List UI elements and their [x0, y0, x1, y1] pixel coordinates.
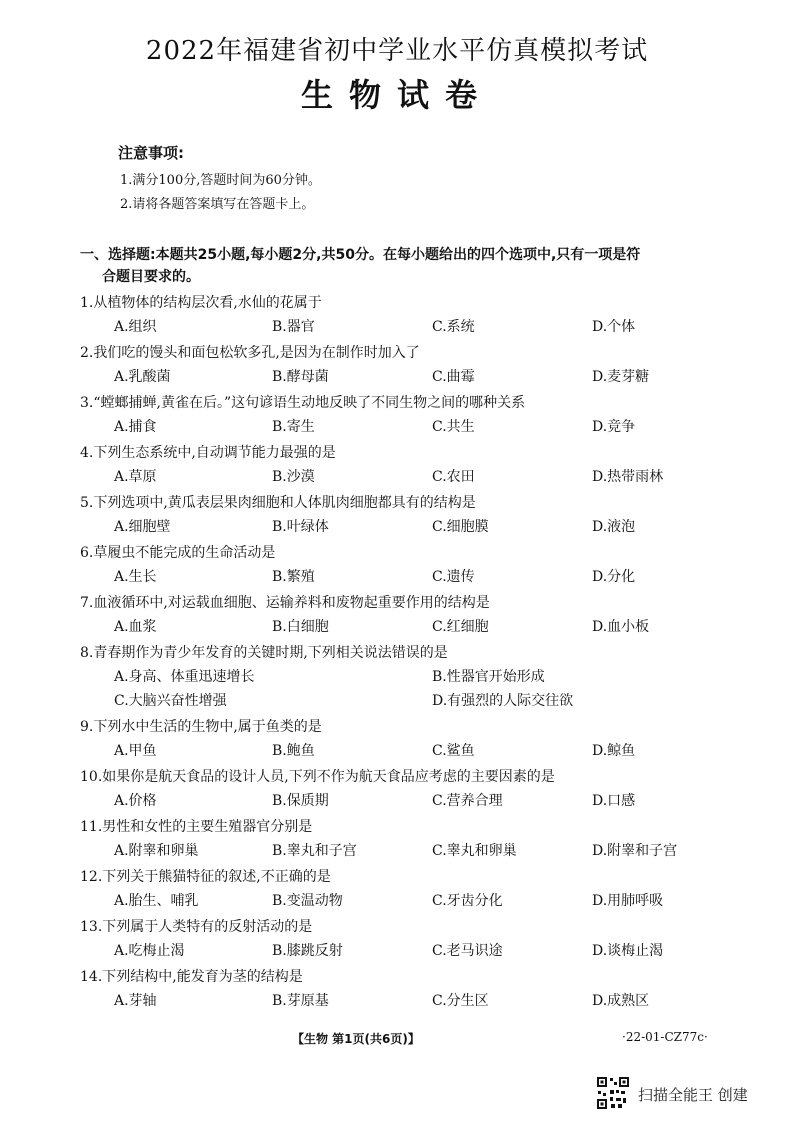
answer-option: A.价格 — [114, 793, 157, 809]
question-stem: 1.从植物体的结构层次看,水仙的花属于 — [80, 295, 322, 311]
question-stem: 7.血液循环中,对运载血细胞、运输养料和废物起重要作用的结构是 — [80, 595, 490, 611]
qr-code-icon — [596, 1076, 630, 1110]
answer-option: C.红细胞 — [432, 619, 489, 635]
question-stem: 3.“螳螂捕蝉,黄雀在后。”这句谚语生动地反映了不同生物之间的哪种关系 — [80, 395, 526, 411]
answer-option: B.睾丸和子宫 — [272, 843, 357, 859]
question-item — [80, 292, 770, 342]
answer-option: D.液泡 — [592, 519, 636, 535]
question-item — [80, 966, 770, 1016]
answer-option: C.鲨鱼 — [432, 743, 475, 759]
answer-option: A.草原 — [114, 469, 157, 485]
page-label: 【生物 第1页(共6页)】 — [292, 1032, 420, 1046]
notes-section — [118, 142, 718, 217]
question-stem: 14.下列结构中,能发育为茎的结构是 — [80, 969, 303, 985]
section-heading — [80, 244, 770, 288]
question-stem: 13.下列属于人类特有的反射活动的是 — [80, 919, 313, 935]
question-stem: 2.我们吃的馒头和面包松软多孔,是因为在制作时加入了 — [80, 345, 420, 361]
question-item — [80, 642, 770, 716]
answer-option: A.组织 — [114, 319, 157, 335]
answer-option: B.器官 — [272, 319, 315, 335]
question-item — [80, 342, 770, 392]
answer-option: A.附睾和卵巢 — [114, 843, 199, 859]
answer-option: C.共生 — [432, 419, 475, 435]
option-group — [114, 366, 734, 388]
notes-item: 2.请将各题答案填写在答题卡上。 — [120, 197, 315, 212]
question-stem: 6.草履虫不能完成的生命活动是 — [80, 545, 276, 561]
answer-option: B.芽原基 — [272, 993, 329, 1009]
answer-option: C.细胞膜 — [432, 519, 489, 535]
answer-option: D.附睾和子宫 — [592, 843, 678, 859]
question-stem: 9.下列水中生活的生物中,属于鱼类的是 — [80, 719, 322, 735]
option-group — [114, 840, 734, 862]
answer-option: B.繁殖 — [272, 569, 315, 585]
answer-option: A.甲鱼 — [114, 743, 157, 759]
answer-option: B.白细胞 — [272, 619, 329, 635]
answer-option: B.变温动物 — [272, 893, 343, 909]
answer-option: C.大脑兴奋性增强 — [114, 693, 227, 709]
answer-option: A.芽轴 — [114, 993, 157, 1009]
answer-option: D.竞争 — [592, 419, 636, 435]
answer-option: D.麦芽糖 — [592, 369, 650, 385]
question-stem: 4.下列生态系统中,自动调节能力最强的是 — [80, 445, 336, 461]
question-item — [80, 592, 770, 642]
answer-option: D.血小板 — [592, 619, 650, 635]
answer-option: C.营养合理 — [432, 793, 503, 809]
section-heading-line1: 一、选择题:本题共25小题,每小题2分,共50分。在每小题给出的四个选项中,只有一项是符 — [80, 247, 641, 263]
watermark-text: 扫描全能王 创建 — [638, 1086, 748, 1104]
question-stem: 11.男性和女性的主要生殖器官分别是 — [80, 819, 313, 835]
exam-title: 2022年福建省初中学业水平仿真模拟考试 — [145, 36, 649, 66]
question-item — [80, 442, 770, 492]
question-stem: 5.下列选项中,黄瓜表层果肉细胞和人体肌肉细胞都具有的结构是 — [80, 495, 476, 511]
question-stem: 8.青春期作为青少年发育的关键时期,下列相关说法错误的是 — [80, 645, 448, 661]
question-item — [80, 492, 770, 542]
question-list — [80, 292, 770, 1016]
answer-option: D.口感 — [592, 793, 636, 809]
answer-option: B.性器官开始形成 — [432, 669, 545, 685]
scanner-watermark — [596, 1076, 786, 1116]
question-item — [80, 866, 770, 916]
option-group — [114, 890, 734, 912]
option-group — [114, 666, 734, 714]
answer-option: A.细胞壁 — [114, 519, 171, 535]
answer-option: C.睾丸和卵巢 — [432, 843, 517, 859]
answer-option: B.保质期 — [272, 793, 329, 809]
question-item — [80, 542, 770, 592]
question-item — [80, 816, 770, 866]
section-heading-line2: 合题目要求的。 — [102, 269, 200, 285]
answer-option: B.膝跳反射 — [272, 943, 343, 959]
option-group — [114, 516, 734, 538]
option-group — [114, 740, 734, 762]
answer-option: B.酵母菌 — [272, 369, 329, 385]
answer-option: A.捕食 — [114, 419, 157, 435]
answer-option: D.成熟区 — [592, 993, 650, 1009]
option-group — [114, 616, 734, 638]
question-item — [80, 392, 770, 442]
answer-option: A.吃梅止渴 — [114, 943, 185, 959]
question-item — [80, 766, 770, 816]
notes-item: 1.满分100分,答题时间为60分钟。 — [120, 173, 321, 188]
option-group — [114, 316, 734, 338]
answer-option: B.鲍鱼 — [272, 743, 315, 759]
answer-option: D.鲸鱼 — [592, 743, 636, 759]
notes-title: 注意事项: — [118, 144, 184, 162]
answer-option: C.老马识途 — [432, 943, 503, 959]
answer-option: A.血浆 — [114, 619, 157, 635]
answer-option: A.乳酸菌 — [114, 369, 171, 385]
answer-option: D.个体 — [592, 319, 636, 335]
answer-option: D.谈梅止渴 — [592, 943, 664, 959]
option-group — [114, 990, 734, 1012]
answer-option: D.热带雨林 — [592, 469, 664, 485]
question-stem: 10.如果你是航天食品的设计人员,下列不作为航天食品应考虑的主要因素的是 — [80, 769, 555, 785]
answer-option: C.分生区 — [432, 993, 489, 1009]
answer-option: C.遗传 — [432, 569, 475, 585]
answer-option: D.有强烈的人际交往欲 — [432, 693, 574, 709]
option-group — [114, 416, 734, 438]
answer-option: B.寄生 — [272, 419, 315, 435]
option-group — [114, 940, 734, 962]
answer-option: C.农田 — [432, 469, 475, 485]
answer-option: C.牙齿分化 — [432, 893, 503, 909]
exam-subject-title: 生物试卷 — [300, 76, 493, 114]
answer-option: B.沙漠 — [272, 469, 315, 485]
option-group — [114, 466, 734, 488]
exam-code: ·22-01-CZ77c· — [622, 1030, 708, 1044]
answer-option: D.用肺呼吸 — [592, 893, 664, 909]
answer-option: A.生长 — [114, 569, 157, 585]
answer-option: C.系统 — [432, 319, 475, 335]
question-stem: 12.下列关于熊猫特征的叙述,不正确的是 — [80, 869, 331, 885]
answer-option: A.胎生、哺乳 — [114, 893, 199, 909]
answer-option: D.分化 — [592, 569, 636, 585]
option-group — [114, 566, 734, 588]
option-group — [114, 790, 734, 812]
answer-option: C.曲霉 — [432, 369, 475, 385]
answer-option: A.身高、体重迅速增长 — [114, 669, 255, 685]
answer-option: B.叶绿体 — [272, 519, 329, 535]
question-item — [80, 916, 770, 966]
question-item — [80, 716, 770, 766]
